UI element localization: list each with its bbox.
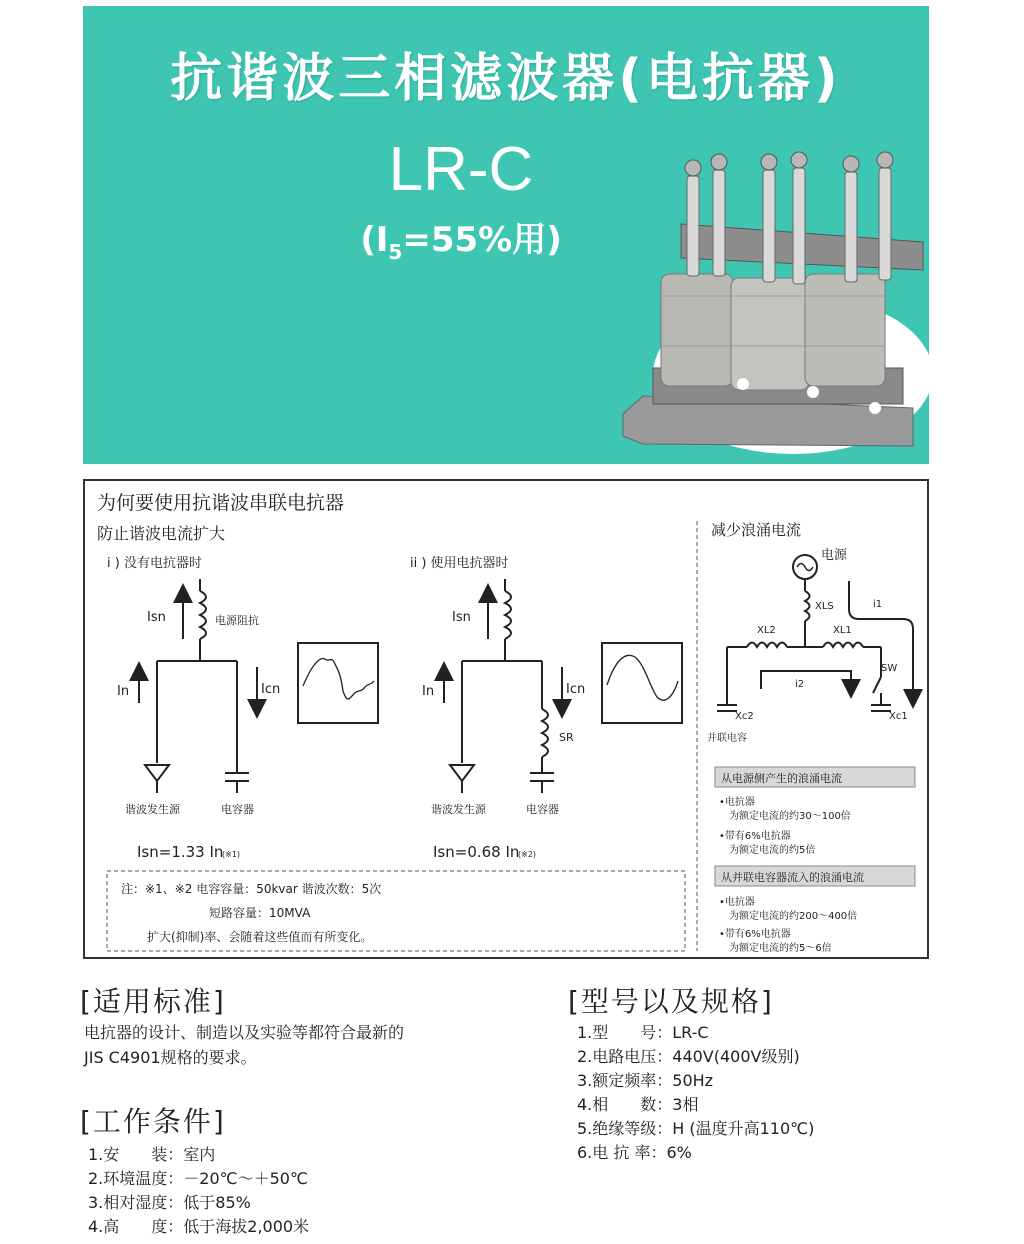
product-title: 抗谐波三相滤波器(电抗器) [170, 49, 842, 109]
case1-source-impedance-label: 电源阻抗 [215, 614, 259, 627]
inrush-box1-item2-a: •带有6%电抗器 [719, 831, 791, 842]
case1-isn-label: Isn [147, 610, 166, 625]
xc1-label: Xc1 [889, 711, 908, 722]
terminal-lead-3 [763, 170, 775, 282]
case2-sr-label: SR [559, 731, 574, 744]
product-model: LR-C [388, 135, 534, 204]
terminal-lug-5 [843, 156, 859, 172]
inrush-box1-item1-a: •电抗器 [719, 797, 755, 808]
condition-item-1: 1.安 装：室内 [88, 1145, 216, 1164]
terminal-lead-2 [713, 170, 725, 276]
case1-title: i ) 没有电抗器时 [107, 556, 202, 571]
i2-current-arrow [761, 671, 851, 689]
standards-heading: [适用标准] [80, 985, 226, 1018]
inrush-box2-item1-b: 为额定电流的约200～400倍 [729, 911, 858, 922]
xls-coil [805, 591, 810, 621]
standards-line-1: 电抗器的设计、制造以及实验等都符合最新的 [84, 1023, 405, 1042]
bolt-head [807, 386, 819, 398]
xl2-coil [747, 643, 787, 648]
inrush-circuit [717, 579, 891, 711]
case2-isn-label: Isn [452, 610, 471, 625]
terminal-lead-4 [793, 168, 805, 284]
condition-item-4: 4.高 度：低于海拔2,000米 [88, 1217, 310, 1236]
case1-waveform-box [298, 643, 378, 723]
inrush-box1-item1-b: 为额定电流的约30～100倍 [729, 811, 851, 822]
case2-source-impedance-coil [505, 591, 511, 639]
terminal-lug-6 [877, 152, 893, 168]
harmonic-reactor-explanation-box [83, 479, 929, 959]
note-line-3: 扩大(抑制)率、会随着这些值而有所变化。 [147, 930, 373, 944]
terminal-lug-4 [791, 152, 807, 168]
inrush-box1-title: 从电源侧产生的浪涌电流 [721, 772, 842, 785]
case2-diode-triangle [450, 765, 474, 781]
xls-label: XLS [815, 601, 834, 612]
bolt-head [737, 378, 749, 390]
case2-icn-label: Icn [566, 682, 586, 697]
case1-note-ref: (※1) [222, 850, 241, 859]
model-item-6: 6.电 抗 率：6% [577, 1143, 692, 1162]
terminal-lug-1 [685, 160, 701, 176]
series-reactor-coil [542, 709, 548, 757]
case2-harmonic-source-label: 谐波发生源 [431, 803, 486, 816]
terminal-lug-2 [711, 154, 727, 170]
note-line-2: 短路容量：10MVA [209, 906, 311, 920]
model-item-4: 4.相 数：3相 [577, 1095, 699, 1114]
case2-in-label: In [422, 684, 435, 699]
case1-in-label: In [117, 684, 130, 699]
reactor-image [583, 146, 929, 464]
xl2-label: XL2 [757, 625, 776, 636]
i2-label: i2 [795, 679, 805, 690]
case1-harmonic-source-label: 谐波发生源 [125, 803, 180, 816]
standards-line-2: JIS C4901规格的要求。 [84, 1048, 257, 1067]
model-item-5: 5.绝缘等级：H (温度升高110℃) [577, 1119, 815, 1138]
xl1-label: XL1 [833, 625, 852, 636]
case1-capacitor-label: 电容器 [221, 803, 254, 816]
xc2-label: Xc2 [735, 711, 754, 722]
why-subheading: 防止谐波电流扩大 [97, 524, 226, 543]
coil-right [805, 274, 885, 386]
models-heading: [型号以及规格] [568, 985, 774, 1018]
inrush-heading: 减少浪涌电流 [711, 521, 802, 539]
case2-formula: Isn=0.68 In [433, 843, 520, 861]
terminal-lug-3 [761, 154, 777, 170]
inrush-box2-item2-a: •带有6%电抗器 [719, 929, 791, 940]
coil-middle [731, 278, 809, 390]
inrush-box2-item2-b: 为额定电流的约5～6倍 [729, 943, 832, 954]
diode-triangle [145, 765, 169, 781]
case1-icn-label: Icn [261, 682, 281, 697]
terminal-lead-5 [845, 172, 857, 282]
model-item-3: 3.额定频率：50Hz [577, 1071, 714, 1090]
terminal-lead-6 [879, 168, 891, 280]
coil-left [661, 274, 733, 386]
inrush-box2-item1-a: •电抗器 [719, 897, 755, 908]
model-item-2: 2.电路电压：440V(400V级别) [577, 1047, 800, 1066]
model-item-1: 1.型 号：LR-C [577, 1023, 709, 1042]
product-spec: ($I_5=55\%$用) [360, 220, 562, 264]
inrush-box2-title: 从并联电容器流入的浪涌电流 [721, 871, 864, 884]
inrush-box1-item2-b: 为额定电流的约5倍 [729, 845, 816, 856]
case2-waveform-box [602, 643, 682, 723]
switch-blade [873, 677, 881, 693]
sw-label: SW [881, 663, 898, 674]
note-line-1: 注：※1、※2 电容容量：50kvar 谐波次数：5次 [121, 882, 382, 896]
terminal-lead-1 [687, 176, 699, 276]
case2-note-ref: (※2) [518, 850, 537, 859]
conditions-heading: [工作条件] [80, 1105, 226, 1138]
product-banner [83, 6, 929, 464]
ac-wave-icon [797, 564, 813, 571]
i1-label: i1 [873, 599, 883, 610]
case2-capacitor-label: 电容器 [526, 803, 559, 816]
explanation-diagram [85, 481, 927, 957]
condition-item-2: 2.环境温度：－20℃～＋50℃ [88, 1169, 308, 1188]
why-heading: 为何要使用抗谐波串联电抗器 [97, 492, 345, 514]
source-impedance-coil [200, 591, 206, 639]
bolt-head [869, 402, 881, 414]
parallel-cap-label: 并联电容 [707, 733, 747, 744]
condition-item-3: 3.相对湿度：低于85% [88, 1193, 251, 1212]
power-label: 电源 [821, 548, 848, 563]
case2-title: ii ) 使用电抗器时 [410, 556, 509, 571]
xl1-coil [823, 643, 863, 648]
case1-formula: Isn=1.33 In [137, 843, 224, 861]
